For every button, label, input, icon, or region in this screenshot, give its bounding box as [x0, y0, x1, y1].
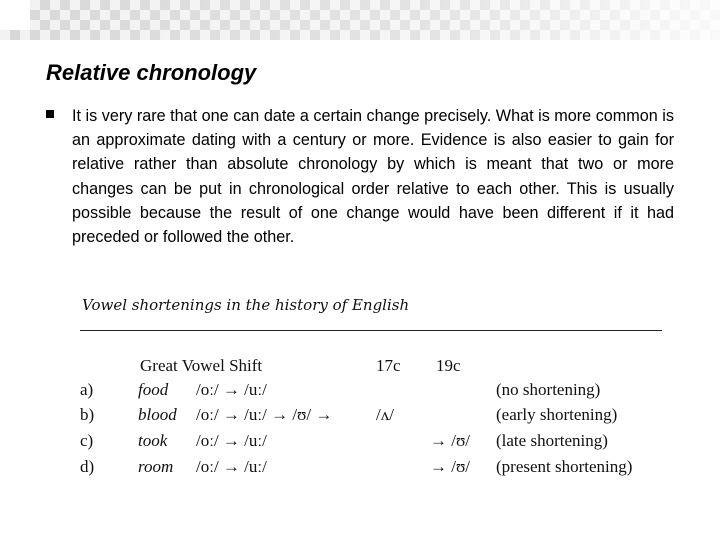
row-gvs: /oː/ → /uː/ [196, 457, 267, 476]
slide-title: Relative chronology [46, 60, 257, 85]
bullet-text: It is very rare that one can date a certain change precisely. What is more common is an approximate dating with a century or more. Evidence is also easier to gain for relative rather than absolute chronology by which is meant that two or more changes can be put in chronological order relative to each other. This is usually possible because the result of one change would have been different if it had preceded or followed the other. [72, 107, 674, 247]
header-19c: 19c [436, 356, 461, 375]
row-gvs: /oː/ → /uː/ → /ʊ/ → [196, 405, 333, 424]
header-great-vowel-shift: Great Vowel Shift [140, 356, 263, 375]
row-word: room [138, 457, 174, 476]
header-17c: 17c [376, 356, 401, 375]
row-label: c) [80, 431, 94, 450]
row-19c: → /ʊ/ [430, 431, 471, 450]
row-note: (present shortening) [496, 457, 633, 476]
row-17c: /ʌ/ [376, 405, 394, 424]
row-word: blood [138, 405, 177, 424]
row-19c: → /ʊ/ [430, 457, 471, 476]
row-gvs: /oː/ → /uː/ [196, 380, 267, 399]
row-note: (no shortening) [496, 380, 601, 399]
row-word: food [138, 380, 169, 399]
row-label: d) [80, 457, 95, 476]
row-label: a) [80, 380, 94, 399]
row-label: b) [80, 405, 95, 424]
row-word: took [138, 431, 168, 450]
row-note: (late shortening) [496, 431, 608, 450]
row-note: (early shortening) [496, 405, 618, 424]
row-gvs: /oː/ → /uː/ [196, 431, 267, 450]
figure-caption: Vowel shortenings in the history of English [82, 296, 410, 314]
